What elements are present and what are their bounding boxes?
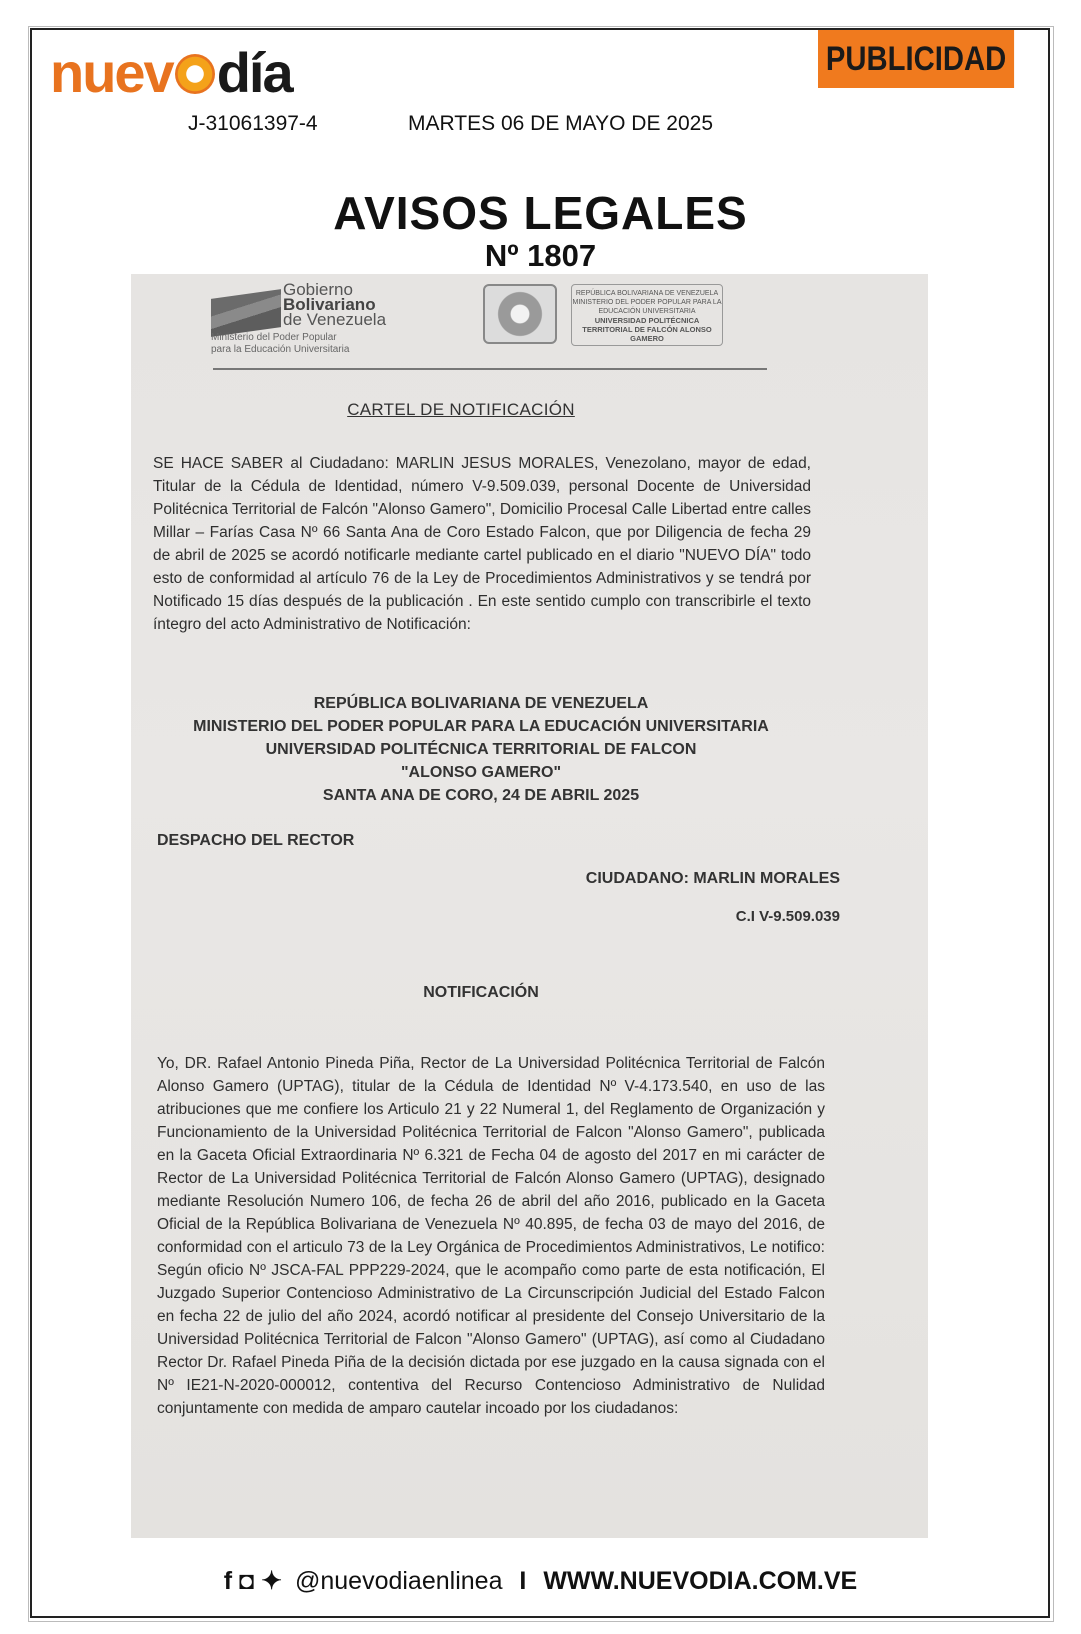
website-link[interactable]: WWW.NUEVODIA.COM.VE [543,1567,858,1595]
header-divider [213,368,767,370]
notificacion-heading: NOTIFICACIÓN [423,984,539,1001]
heading-line-5: SANTA ANA DE CORO, 24 DE ABRIL 2025 [322,787,640,804]
despacho-label: DESPACHO DEL RECTOR [157,832,355,849]
heading-line-2: MINISTERIO DEL PODER POPULAR PARA LA EDUCACIÓN UNIVERSITARIA [193,718,769,735]
heading-line-3: UNIVERSIDAD POLITÉCNICA TERRITORIAL DE FALCON [265,741,697,758]
rif-number: J-31061397-4 [188,112,318,135]
institution-heading [131,692,831,807]
gov-line-3: de Venezuela [283,310,387,329]
ministry-line-2: para la Educación Universitaria [211,344,350,355]
intro-paragraph: SE HACE SABER al Ciudadano: MARLIN JESUS MORALES, Venezolano, mayor de edad, Titular de la Cédula de Identidad, número V-9.509.039, personal Docente de Universidad Politécnica Territorial de Falcón "Alonso Gamero", Domicilio Procesal Calle Libertad entre calles Millar – Farías Casa Nº 66 Santa Ana de Coro Estado Falcon, que por Diligencia de fecha 29 de abril de 2025 se acordó notificarle mediante cartel publicado en el diario "NUEVO DÍA" todo esto de conformidad al artículo 76 de la Ley de Procedimientos Administrativos y se tendrá por Notificado 15 días después de la publicación . En este sentido cumplo con transcribirle el texto íntegro del acto Administrativo de Notificación: [153,455,811,633]
gov-line-2: Bolivariano [283,295,376,314]
scanned-document [131,274,928,1538]
uni-letterhead-bottom: UNIVERSIDAD POLITÉCNICA TERRITORIAL DE FALCÓN ALONSO GAMERO [582,316,712,343]
nuevodia-logo [50,41,292,104]
social-handle: @nuevodiaenlinea [294,1567,503,1595]
gov-line-1: Gobierno [283,280,353,299]
logo-text-left: nuev [50,41,173,104]
logo-text-right: día [216,41,292,104]
footer-separator: I [519,1567,527,1595]
heading-line-1: REPÚBLICA BOLIVARIANA DE VENEZUELA [313,695,649,712]
ministry-line-1: Ministerio del Poder Popular [211,332,337,343]
heading-line-4: "ALONSO GAMERO" [400,764,562,781]
section-title: AVISOS LEGALES [333,187,748,239]
ministry-caption [211,332,349,356]
government-logo-text [283,282,386,327]
addressee-id: C.I V-9.509.039 [735,908,840,925]
sun-icon [175,54,215,94]
addressee-name: CIUDADANO: MARLIN MORALES [585,870,840,887]
uni-letterhead-top: REPÚBLICA BOLIVARIANA DE VENEZUELA MINISTERIO DEL PODER POPULAR PARA LA EDUCACIÓN UNIVERSITARIA [572,290,722,315]
publication-date: MARTES 06 DE MAYO DE 2025 [408,112,714,135]
page-footer [0,1566,1081,1596]
social-icons: f ◘ ✦ [223,1567,283,1595]
notice-number: Nº 1807 [484,238,597,273]
university-letterhead [571,284,723,346]
cartel-title: CARTEL DE NOTIFICACIÓN [347,400,575,419]
government-flag-icon [211,289,281,337]
university-seal-icon [483,284,557,344]
publicidad-badge: PUBLICIDAD [818,30,1014,88]
notification-body: Yo, DR. Rafael Antonio Pineda Piña, Rector de La Universidad Politécnica Territorial de Falcón Alonso Gamero (UPTAG), titular de la Cédula de Identidad Nº V-4.173.540, en uso de las atribuciones que me confiere los Articulo 21 y 22 Numeral 1, del Reglamento de Organización y Funcionamiento de la Universidad Politécnica Territorial de Falcon "Alonso Gamero", publicada en la Gaceta Oficial Extraordinaria Nº 6.321 de Fecha 04 de agosto del 2017 en mi carácter de Rector de La Universidad Politécnica Territorial de Falcón Alonso Gamero (UPTAG), designado mediante Resolución Numero 106, de fecha 26 de abril del año 2016, publicado en la Gaceta Oficial de la República Bolivariana de Venezuela Nº 40.895, de fecha 03 de mayo del 2016, de conformidad con el articulo 73 de la Ley Orgánica de Procedimientos Administrativos, Le notifico: Según oficio Nº JSCA-FAL PPP229-2024, que le acompaño como parte de esta notificación, El Juzgado Superior Contencioso Administrativo de La Circunscripción Judicial del Estado Falcon en fecha 22 de julio del año 2024, acordó notificar al presidente del Consejo Universitario de la Universidad Politécnica Territorial de Falcon "Alonso Gamero" (UPTAG), así como al Ciudadano Rector Dr. Rafael Pineda Piña de la decisión dictada por ese juzgado en la causa signada con el Nº IE21-N-2020-000012, contentiva del Recurso Contencioso Administrativo de Nulidad conjuntamente con medida de amparo cautelar incoado por los ciudadanos: [157,1055,825,1417]
